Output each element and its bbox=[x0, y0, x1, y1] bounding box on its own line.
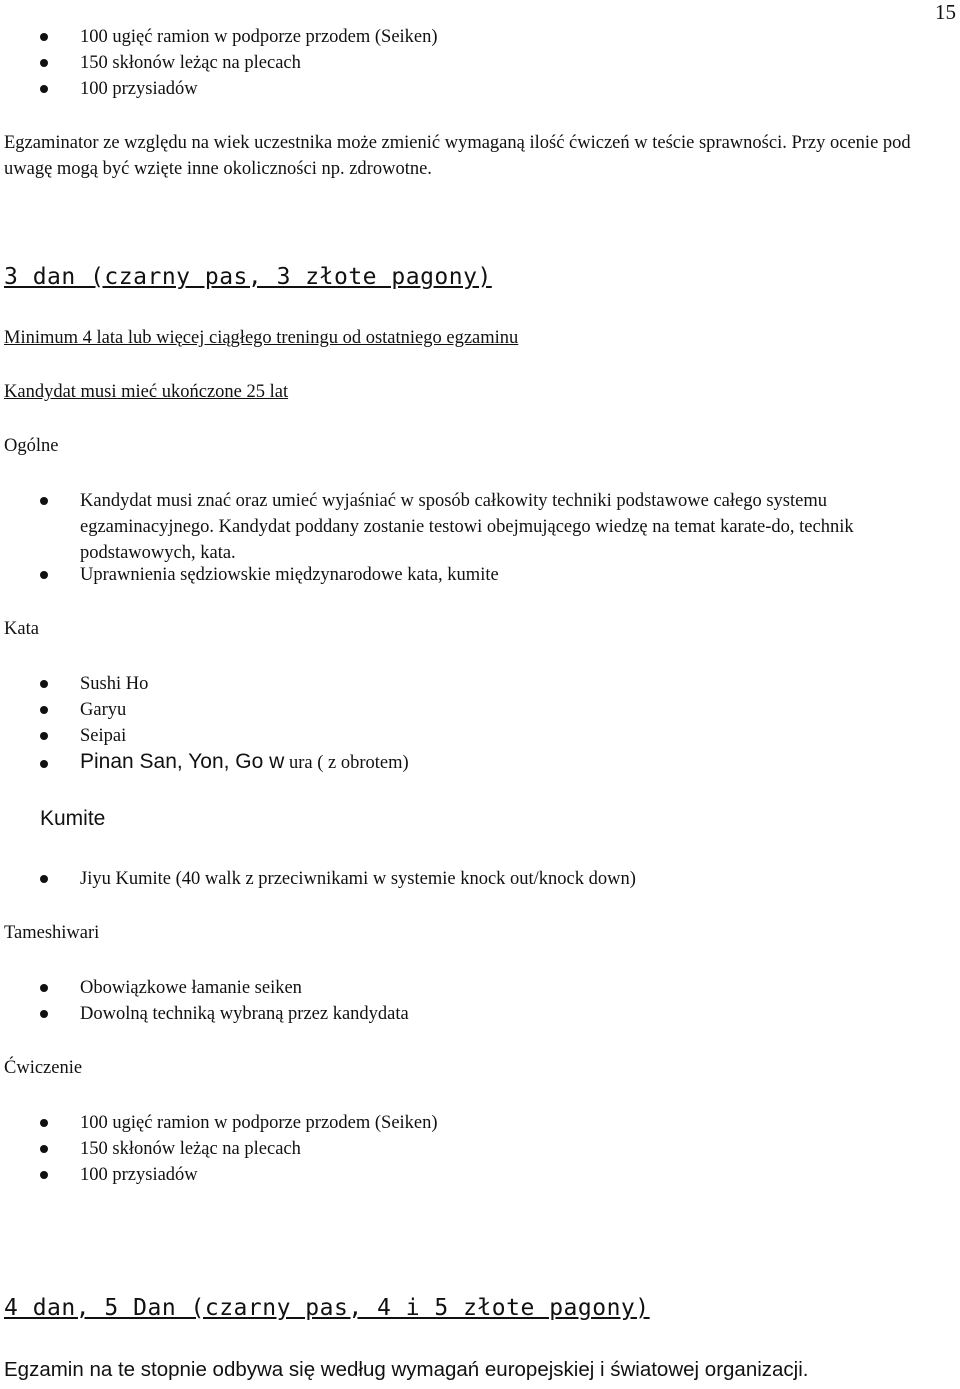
list-item: Kandydat musi znać oraz umieć wyjaśniać w sposób całkowity techniki podstawowe całego systemu egzaminacyjnego. Kandydat poddany zostanie testowi obejmującego wiedzę na temat karate-do, technik podstawowych, kata. bbox=[80, 491, 854, 563]
bullet-icon bbox=[40, 732, 48, 740]
examiner-note: Egzaminator ze względu na wiek uczestnika może zmienić wymaganą ilość ćwiczeń w teście sprawności. Przy ocenie pod uwagę mogą być wzięte inne okoliczności np. zdrowotne. bbox=[4, 133, 911, 179]
list-item: 100 przysiadów bbox=[80, 79, 198, 99]
kata-pinan-label: Pinan San, Yon, Go w bbox=[80, 750, 285, 773]
bullet-icon bbox=[40, 85, 48, 93]
list-item: 100 przysiadów bbox=[80, 1165, 198, 1185]
exam-note-4-5dan: Egzamin na te stopnie odbywa się według wymagań europejskiej i światowej organizacji. bbox=[4, 1358, 809, 1381]
heading-kata: Kata bbox=[4, 619, 39, 639]
list-item: Uprawnienia sędziowskie międzynarodowe kata, kumite bbox=[80, 565, 499, 585]
list-item: Sushi Ho bbox=[80, 674, 149, 694]
bullet-icon bbox=[40, 1145, 48, 1153]
bullet-icon bbox=[40, 1010, 48, 1018]
list-item: Garyu bbox=[80, 700, 127, 720]
bullet-icon bbox=[40, 571, 48, 579]
bullet-icon bbox=[40, 875, 48, 883]
list-item: Seipai bbox=[80, 726, 127, 746]
list-item: 150 skłonów leżąc na plecach bbox=[80, 53, 301, 73]
bullet-icon bbox=[40, 680, 48, 688]
list-item: 100 ugięć ramion w podporze przodem (Seiken) bbox=[80, 27, 438, 47]
list-item bbox=[80, 749, 409, 776]
heading-kumite: Kumite bbox=[40, 807, 106, 830]
bullet-icon bbox=[40, 706, 48, 714]
bullet-icon bbox=[40, 33, 48, 41]
list-item: Dowolną techniką wybraną przez kandydata bbox=[80, 1004, 409, 1024]
list-item: Obowiązkowe łamanie seiken bbox=[80, 978, 302, 998]
heading-tameshiwari: Tameshiwari bbox=[4, 923, 100, 943]
kata-pinan-suffix: ura ( z obrotem) bbox=[288, 753, 409, 773]
bullet-icon bbox=[40, 1119, 48, 1127]
bullet-icon bbox=[40, 760, 48, 768]
bullet-icon bbox=[40, 984, 48, 992]
bullet-icon bbox=[40, 1171, 48, 1179]
section-title-3dan: 3 dan (czarny pas, 3 złote pagony) bbox=[4, 264, 492, 290]
list-item: 150 skłonów leżąc na plecach bbox=[80, 1139, 301, 1159]
requirement-training: Minimum 4 lata lub więcej ciągłego treningu od ostatniego egzaminu bbox=[4, 328, 519, 348]
heading-exercise: Ćwiczenie bbox=[4, 1058, 83, 1078]
section-title-4-5dan: 4 dan, 5 Dan (czarny pas, 4 i 5 złote pagony) bbox=[4, 1295, 650, 1321]
page-number: 15 bbox=[935, 0, 956, 24]
bullet-icon bbox=[40, 497, 48, 505]
heading-general: Ogólne bbox=[4, 436, 59, 456]
list-item: 100 ugięć ramion w podporze przodem (Seiken) bbox=[80, 1113, 438, 1133]
requirement-age: Kandydat musi mieć ukończone 25 lat bbox=[4, 382, 289, 402]
bullet-icon bbox=[40, 59, 48, 67]
list-item: Jiyu Kumite (40 walk z przeciwnikami w systemie knock out/knock down) bbox=[80, 869, 636, 889]
